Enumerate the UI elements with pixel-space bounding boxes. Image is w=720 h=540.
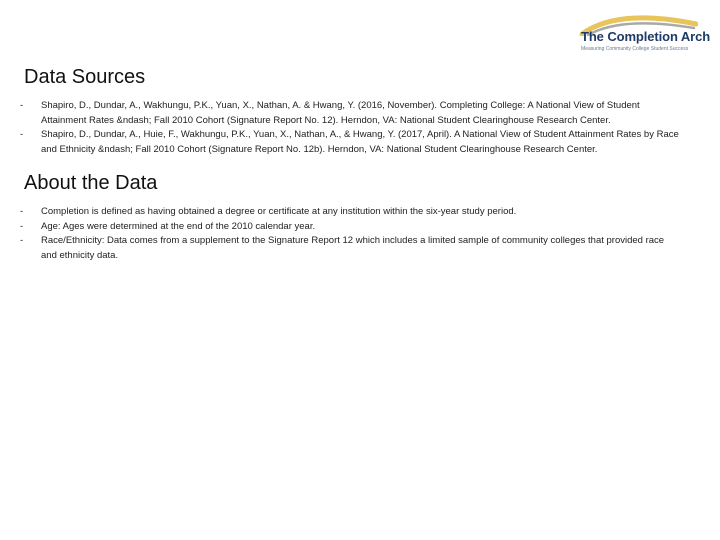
logo-tagline: Measuring Community College Student Success <box>581 46 689 52</box>
completion-arch-logo <box>572 12 712 60</box>
list-item <box>20 99 680 128</box>
list-item <box>20 128 680 157</box>
note-text: Completion is defined as having obtained a degree or certificate at any institution within the six-year study period. <box>41 206 517 217</box>
list-item <box>20 205 680 220</box>
list-item <box>20 234 680 263</box>
bullet-dash: - <box>20 100 24 111</box>
note-text: Age: Ages were determined at the end of the 2010 calendar year. <box>41 220 316 232</box>
bullet-dash: - <box>20 206 24 217</box>
bullet-dash: - <box>20 220 24 232</box>
note-text: Race/Ethnicity: Data comes from a supplement to the Signature Report 12 which includes a limited sample of community colleges that provided race and ethnicity data. <box>41 235 665 261</box>
data-sources-list <box>20 99 680 157</box>
citation-text: Shapiro, D., Dundar, A., Wakhungu, P.K., Yuan, X., Nathan, A. & Hwang, Y. (2016, November). Completing College: A National View of Student Attainment Rates &ndash; Fall 2010 Cohort (Signature Report No. 12). Herndon, VA: National Student Clearinghouse Research Center. <box>41 100 640 126</box>
about-the-data-list <box>20 205 680 263</box>
logo-title: The Completion Arch <box>581 29 711 44</box>
list-item <box>20 220 680 235</box>
bullet-dash: - <box>20 235 24 246</box>
data-sources-heading: Data Sources <box>24 66 146 88</box>
about-the-data-heading: About the Data <box>24 172 158 194</box>
bullet-dash: - <box>20 129 24 140</box>
citation-text: Shapiro, D., Dundar, A., Huie, F., Wakhungu, P.K., Yuan, X., Nathan, A., & Hwang, Y. (2017, April). A National View of Student Attainment Rates by Race and Ethnicity &ndash; Fall 2010 Cohort (Signature Report No. 12b). Herndon, VA: National Student Clearinghouse Research Center. <box>41 129 679 155</box>
